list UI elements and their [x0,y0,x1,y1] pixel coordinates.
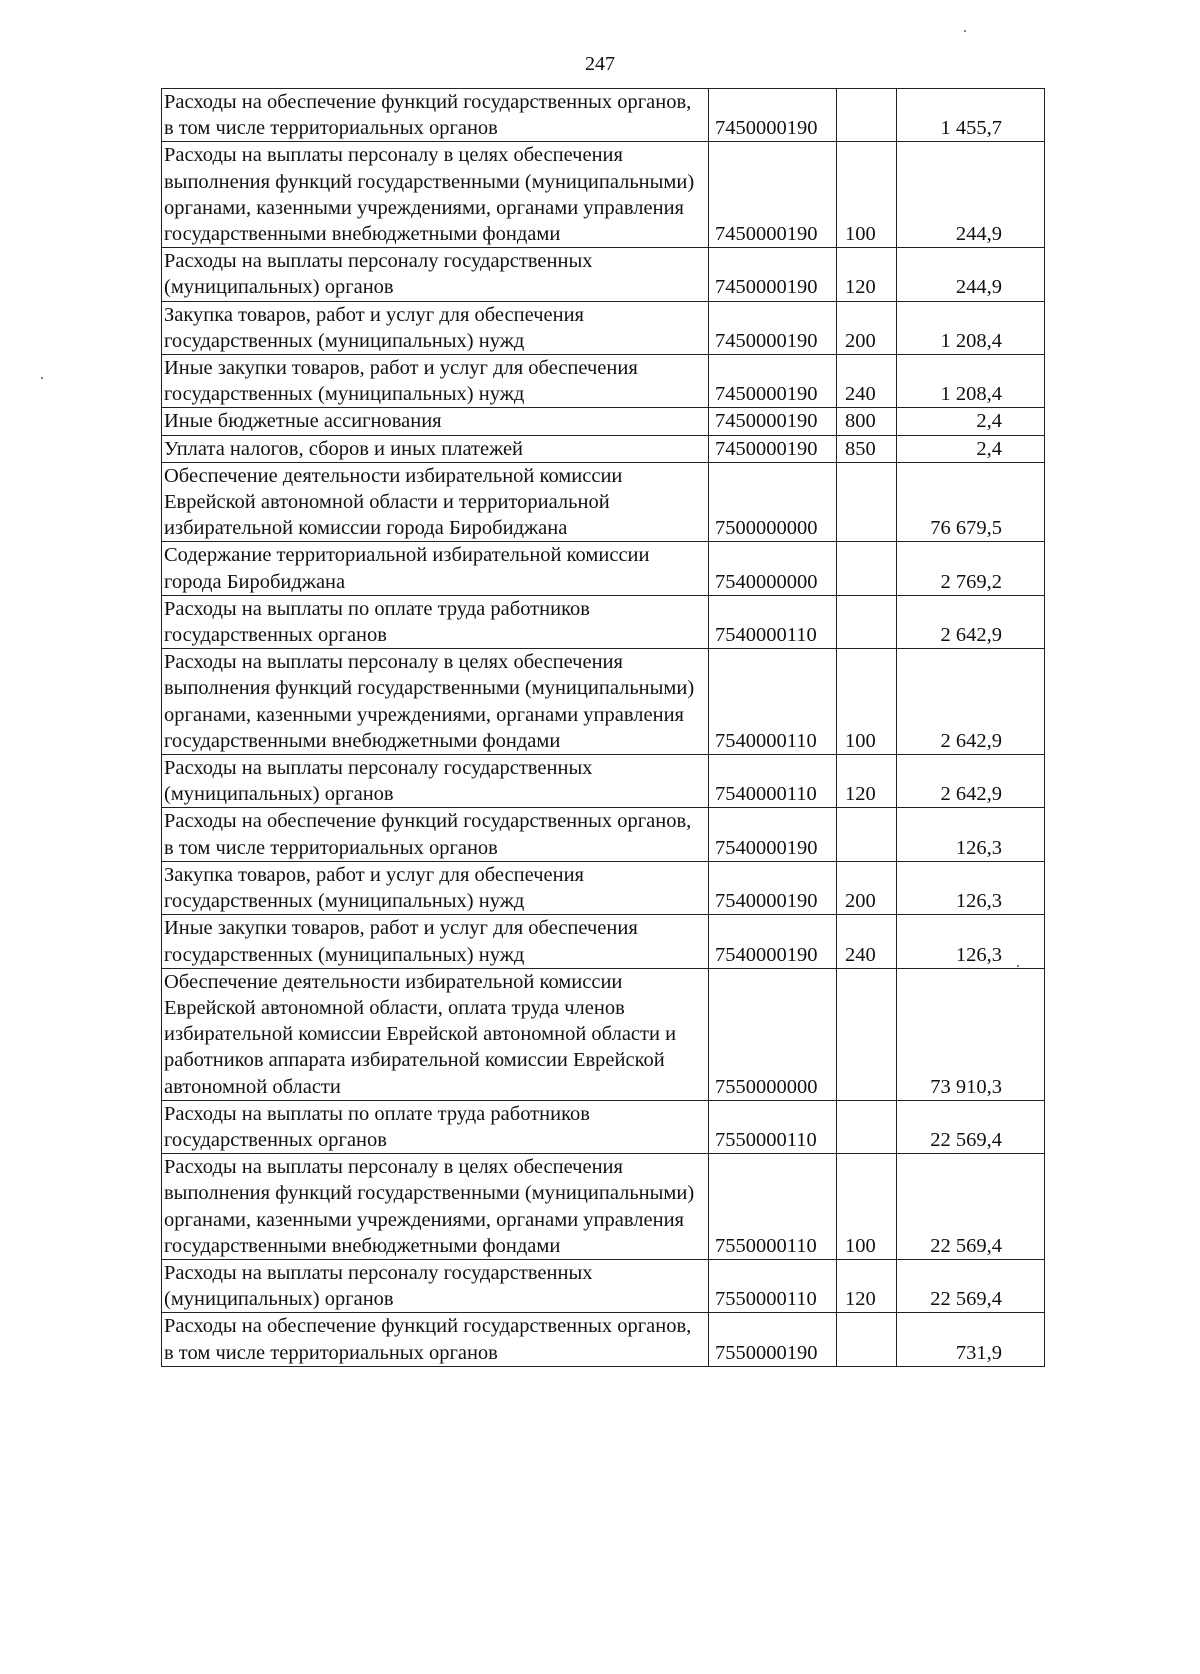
row-amount: 1 455,7 [897,89,1045,142]
row-name: Иные закупки товаров, работ и услуг для обеспечения государственных (муниципальных) нужд [162,355,709,408]
row-amount: 76 679,5 [897,462,1045,542]
row-code: 7540000190 [709,861,837,914]
row-code: 7540000110 [709,649,837,755]
table-row [162,248,1045,301]
page-number: 247 [585,53,615,75]
row-name: Расходы на выплаты персоналу государственных (муниципальных) органов [162,248,709,301]
row-name: Расходы на обеспечение функций государственных органов, в том числе территориальных органов [162,1313,709,1366]
table-row [162,542,1045,595]
row-name: Расходы на выплаты персоналу в целях обеспечения выполнения функций государственными (муниципальными) органами, казенными учреждениями, органами управления государственными внебюджетными фондами [162,1154,709,1260]
table-row [162,1259,1045,1312]
budget-table-body [162,89,1045,1367]
row-expense-type: 120 [837,1259,897,1312]
row-amount: 2 769,2 [897,542,1045,595]
row-name: Содержание территориальной избирательной комиссии города Биробиджана [162,542,709,595]
row-name: Расходы на выплаты персоналу в целях обеспечения выполнения функций государственными (муниципальными) органами, казенными учреждениями, органами управления государственными внебюджетными фондами [162,649,709,755]
row-expense-type [837,595,897,648]
row-name: Расходы на выплаты по оплате труда работников государственных органов [162,1100,709,1153]
row-code: 7540000110 [709,595,837,648]
row-code: 7540000110 [709,755,837,808]
scan-speck [964,30,966,32]
scan-speck [41,377,43,379]
row-expense-type: 200 [837,861,897,914]
row-amount: 126,3 [897,808,1045,861]
row-name: Расходы на выплаты по оплате труда работников государственных органов [162,595,709,648]
row-code: 7550000110 [709,1100,837,1153]
row-code: 7550000000 [709,968,837,1100]
row-amount: 22 569,4 [897,1100,1045,1153]
row-code: 7450000190 [709,142,837,248]
table-row [162,808,1045,861]
row-amount: 2 642,9 [897,755,1045,808]
row-expense-type: 200 [837,301,897,354]
row-amount: 126,3 [897,861,1045,914]
row-expense-type [837,542,897,595]
row-name: Уплата налогов, сборов и иных платежей [162,435,709,462]
row-expense-type: 100 [837,649,897,755]
row-expense-type [837,808,897,861]
table-row [162,142,1045,248]
row-code: 7540000190 [709,808,837,861]
table-row [162,1154,1045,1260]
row-amount: 126,3 [897,915,1045,968]
row-expense-type: 850 [837,435,897,462]
row-amount: 2,4 [897,435,1045,462]
table-row [162,462,1045,542]
row-name: Расходы на обеспечение функций государственных органов, в том числе территориальных органов [162,89,709,142]
row-amount: 22 569,4 [897,1259,1045,1312]
row-name: Расходы на выплаты персоналу государственных (муниципальных) органов [162,755,709,808]
table-row [162,1100,1045,1153]
table-row [162,1313,1045,1366]
table-row [162,968,1045,1100]
table-row [162,89,1045,142]
row-code: 7450000190 [709,301,837,354]
row-amount: 73 910,3 [897,968,1045,1100]
row-name: Иные закупки товаров, работ и услуг для обеспечения государственных (муниципальных) нужд [162,915,709,968]
row-expense-type: 240 [837,915,897,968]
row-expense-type [837,462,897,542]
row-expense-type [837,1100,897,1153]
row-expense-type: 240 [837,355,897,408]
row-code: 7450000190 [709,408,837,435]
row-code: 7500000000 [709,462,837,542]
row-expense-type [837,1313,897,1366]
table-row [162,435,1045,462]
table-row [162,915,1045,968]
row-amount: 1 208,4 [897,355,1045,408]
row-expense-type: 120 [837,755,897,808]
row-name: Расходы на выплаты персоналу государственных (муниципальных) органов [162,1259,709,1312]
row-expense-type [837,968,897,1100]
row-code: 7450000190 [709,435,837,462]
row-amount: 22 569,4 [897,1154,1045,1260]
table-row [162,355,1045,408]
table-row [162,301,1045,354]
row-amount: 2,4 [897,408,1045,435]
row-code: 7450000190 [709,355,837,408]
row-expense-type: 100 [837,142,897,248]
row-code: 7550000110 [709,1154,837,1260]
row-code: 7450000190 [709,248,837,301]
budget-table [161,88,1045,1367]
row-expense-type [837,89,897,142]
table-row [162,408,1045,435]
row-amount: 244,9 [897,248,1045,301]
row-name: Обеспечение деятельности избирательной комиссии Еврейской автономной области и территориальной избирательной комиссии города Биробиджана [162,462,709,542]
scan-speck [1017,965,1019,967]
row-amount: 244,9 [897,142,1045,248]
row-amount: 1 208,4 [897,301,1045,354]
row-code: 7540000000 [709,542,837,595]
row-code: 7450000190 [709,89,837,142]
table-row [162,649,1045,755]
row-amount: 2 642,9 [897,595,1045,648]
row-code: 7550000190 [709,1313,837,1366]
row-name: Закупка товаров, работ и услуг для обеспечения государственных (муниципальных) нужд [162,301,709,354]
row-amount: 731,9 [897,1313,1045,1366]
table-row [162,755,1045,808]
row-name: Расходы на выплаты персоналу в целях обеспечения выполнения функций государственными (муниципальными) органами, казенными учреждениями, органами управления государственными внебюджетными фондами [162,142,709,248]
row-name: Расходы на обеспечение функций государственных органов, в том числе территориальных органов [162,808,709,861]
row-expense-type: 120 [837,248,897,301]
row-code: 7550000110 [709,1259,837,1312]
row-expense-type: 800 [837,408,897,435]
row-name: Закупка товаров, работ и услуг для обеспечения государственных (муниципальных) нужд [162,861,709,914]
row-expense-type: 100 [837,1154,897,1260]
row-name: Обеспечение деятельности избирательной комиссии Еврейской автономной области, оплата труда членов избирательной комиссии Еврейской автономной области и работников аппарата избирательной комиссии Еврейской автономной области [162,968,709,1100]
row-code: 7540000190 [709,915,837,968]
row-name: Иные бюджетные ассигнования [162,408,709,435]
table-row [162,861,1045,914]
row-amount: 2 642,9 [897,649,1045,755]
table-row [162,595,1045,648]
